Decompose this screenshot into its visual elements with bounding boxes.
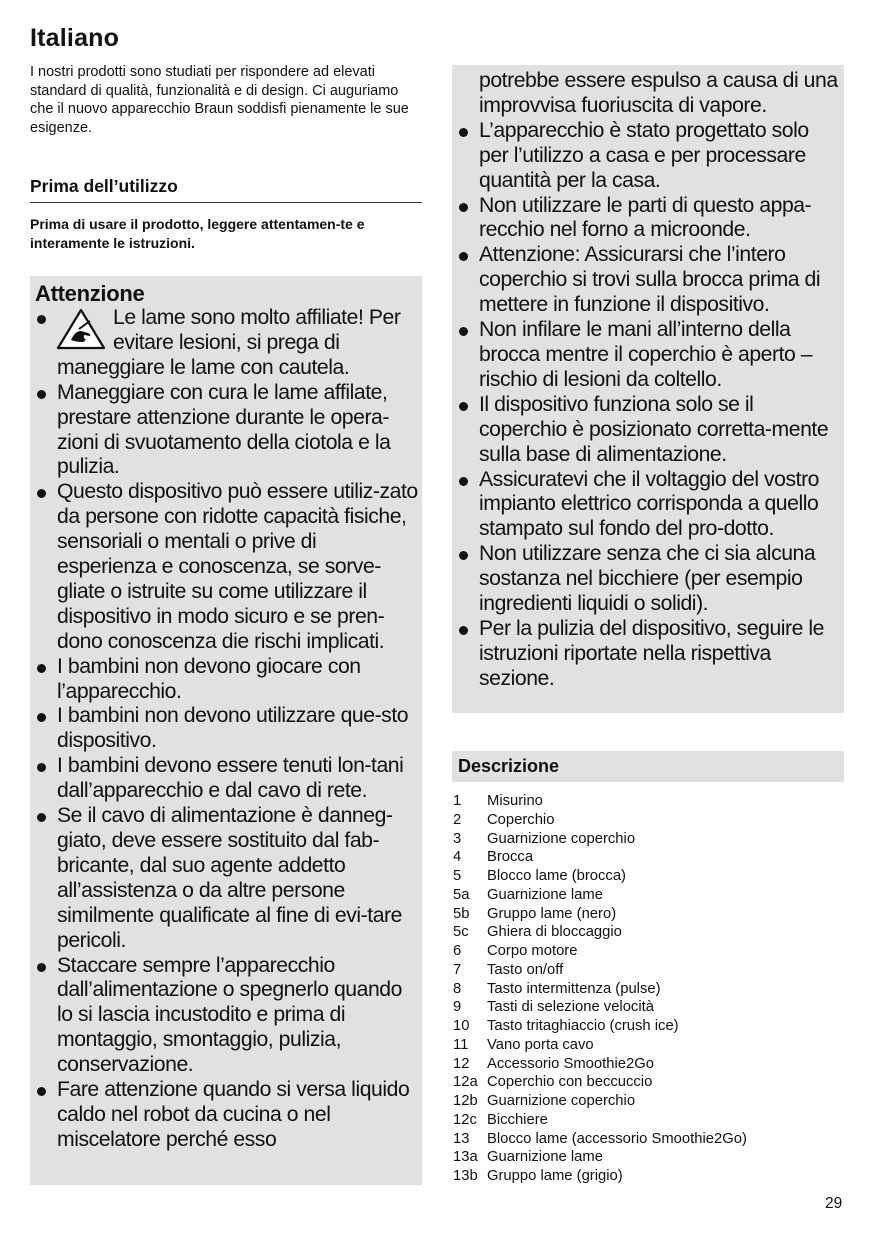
parts-list [453, 792, 747, 1186]
warning-item: Il dispositivo funziona solo se il coperchio è posizionato corretta-mente sulla base di alimentazione. [457, 393, 841, 468]
parts-list-item [453, 792, 747, 811]
part-number: 13b [453, 1168, 478, 1184]
warning-item: Attenzione: Assicurarsi che l’intero coperchio si trovi sulla brocca prima di mettere in funzione il dispositivo. [457, 243, 841, 318]
parts-list-item [453, 811, 747, 830]
part-label: Guarnizione coperchio [487, 1093, 636, 1109]
part-number: 9 [453, 999, 462, 1016]
section-heading-before-use: Prima dell’utilizzo [30, 176, 178, 196]
part-number: 11 [453, 1036, 469, 1053]
page-title: Italiano [30, 24, 120, 52]
part-label: Brocca [487, 849, 534, 866]
part-number: 5c [453, 924, 469, 941]
hand-blade-warning-icon [55, 307, 107, 351]
part-number: 5a [453, 886, 470, 903]
part-number: 12a [453, 1074, 478, 1091]
section-divider [30, 202, 422, 203]
parts-list-item [453, 905, 747, 924]
parts-list-item [453, 1111, 747, 1130]
warning-item: Assicuratevi che il voltaggio del vostro impianto elettrico corrisponda a quello stampato sul fondo del pro-dotto. [457, 468, 841, 543]
warning-item: I bambini non devono utilizzare que-sto dispositivo. [35, 704, 419, 754]
parts-list-item [453, 998, 747, 1017]
part-number: 12c [453, 1111, 477, 1128]
warning-item: Per la pulizia del dispositivo, seguire le istruzioni riportate nella rispettiva sezione. [457, 617, 841, 692]
part-number: 1 [453, 793, 462, 809]
part-number: 12 [453, 1055, 470, 1072]
part-number: 13a [453, 1149, 478, 1166]
warning-item: I bambini devono essere tenuti lon-tani dall’apparecchio e dal cavo di rete. [35, 754, 419, 804]
part-label: Gruppo lame (grigio) [487, 1168, 623, 1184]
parts-list-item [453, 1092, 747, 1111]
part-label: Coperchio [487, 811, 555, 828]
parts-list-item [453, 830, 747, 849]
parts-list-item [453, 942, 747, 961]
page-number: 29 [825, 1195, 843, 1212]
warning-list-left [35, 306, 419, 1153]
parts-list-item [453, 961, 747, 980]
part-label: Blocco lame (accessorio Smoothie2Go) [487, 1130, 747, 1147]
warning-item: Maneggiare con cura le lame affilate, prestare attenzione durante le opera-zioni di svuotamento della ciotola e la pulizia. [35, 381, 419, 481]
warning-item: Non infilare le mani all’interno della brocca mentre il coperchio è aperto – rischio di lesioni da coltello. [457, 318, 841, 393]
part-label: Misurino [487, 793, 543, 809]
part-number: 3 [453, 830, 462, 847]
parts-list-item [453, 980, 747, 999]
warning-item [35, 306, 419, 356]
part-number: 6 [453, 943, 462, 959]
part-label: Ghiera di bloccaggio [487, 924, 622, 941]
parts-list-item [453, 1167, 747, 1186]
part-number: 8 [453, 980, 462, 997]
parts-list-item [453, 1073, 747, 1092]
intro-paragraph: I nostri prodotti sono studiati per rispondere ad elevati standard di qualità, funzionalità e di design. Ci auguriamo che il nuovo apparecchio Braun soddisfi pienamente le sue esigenze. [30, 64, 409, 136]
warning-item: I bambini non devono giocare con l’apparecchio. [35, 655, 419, 705]
part-label: Tasto tritaghiaccio (crush ice) [487, 1018, 679, 1034]
parts-list-item [453, 1036, 747, 1055]
part-label: Gruppo lame (nero) [487, 905, 617, 922]
part-number: 12b [453, 1093, 478, 1109]
warning-item: Se il cavo di alimentazione è danneg-giato, deve essere sostituito dal fab-bricante, dal suo agente addetto all’assistenza o da altre persone similmente qualificate al fine di evi-tare pericoli. [35, 804, 419, 953]
part-number: 4 [453, 849, 462, 866]
part-label: Guarnizione lame [487, 886, 603, 903]
read-instructions-note: Prima di usare il prodotto, leggere attentamen-te e interamente le istruzioni. [30, 216, 365, 251]
part-label: Tasto on/off [487, 961, 564, 978]
parts-list-item [453, 886, 747, 905]
part-label: Vano porta cavo [487, 1036, 594, 1053]
warning-list-right [457, 69, 841, 692]
warning-item-continuation: potrebbe essere espulso a causa di una improvvisa fuoriuscita di vapore. [479, 69, 838, 117]
parts-list-item [453, 923, 747, 942]
warning-item: L’apparecchio è stato progettato solo per l’utilizzo a casa e per processare quantità per la casa. [457, 119, 841, 194]
part-label: Tasto intermittenza (pulse) [487, 980, 661, 997]
warning-item-text: Le lame sono molto affiliate! Per evitare lesioni, si prega di [113, 306, 401, 354]
warning-item: Staccare sempre l’apparecchio dall’alimentazione o spegnerlo quando lo si lascia incustodito e prima di montaggio, smontaggio, pulizia, conservazione. [35, 954, 419, 1079]
part-number: 13 [453, 1130, 470, 1147]
part-number: 7 [453, 961, 462, 978]
part-number: 2 [453, 811, 462, 828]
part-label: Guarnizione lame [487, 1149, 603, 1166]
part-number: 5 [453, 868, 462, 884]
warning-item: Non utilizzare senza che ci sia alcuna sostanza nel bicchiere (per esempio ingredienti liquidi o solidi). [457, 542, 841, 617]
parts-list-item [453, 1148, 747, 1167]
part-number: 10 [453, 1018, 470, 1034]
part-label: Guarnizione coperchio [487, 830, 636, 847]
part-number: 5b [453, 905, 470, 922]
warning-item: Questo dispositivo può essere utiliz-zato da persone con ridotte capacità fisiche, sensoriali o mentali o prive di esperienza e conoscenza, se sorve-gliate o istruite su come utilizzare il dispositivo in modo sicuro e se pren-dono conoscenza die rischi implicati. [35, 480, 419, 654]
parts-list-item [453, 1017, 747, 1036]
part-label: Tasti di selezione velocità [487, 999, 654, 1016]
parts-list-item [453, 1055, 747, 1074]
parts-list-item [453, 867, 747, 886]
warning-item-continuation: maneggiare le lame con cautela. [57, 355, 350, 379]
parts-list-item [453, 1130, 747, 1149]
part-label: Accessorio Smoothie2Go [487, 1055, 654, 1072]
parts-list-item [453, 848, 747, 867]
part-label: Corpo motore [487, 943, 578, 959]
warning-title: Attenzione [35, 281, 145, 306]
part-label: Coperchio con beccuccio [487, 1074, 653, 1091]
warning-item: Non utilizzare le parti di questo appa-recchio nel forno a microonde. [457, 194, 841, 244]
part-label: Blocco lame (brocca) [487, 868, 626, 884]
description-title: Descrizione [458, 756, 560, 776]
warning-item: Fare attenzione quando si versa liquido caldo nel robot da cucina o nel miscelatore perché esso [35, 1078, 419, 1153]
part-label: Bicchiere [487, 1111, 548, 1128]
